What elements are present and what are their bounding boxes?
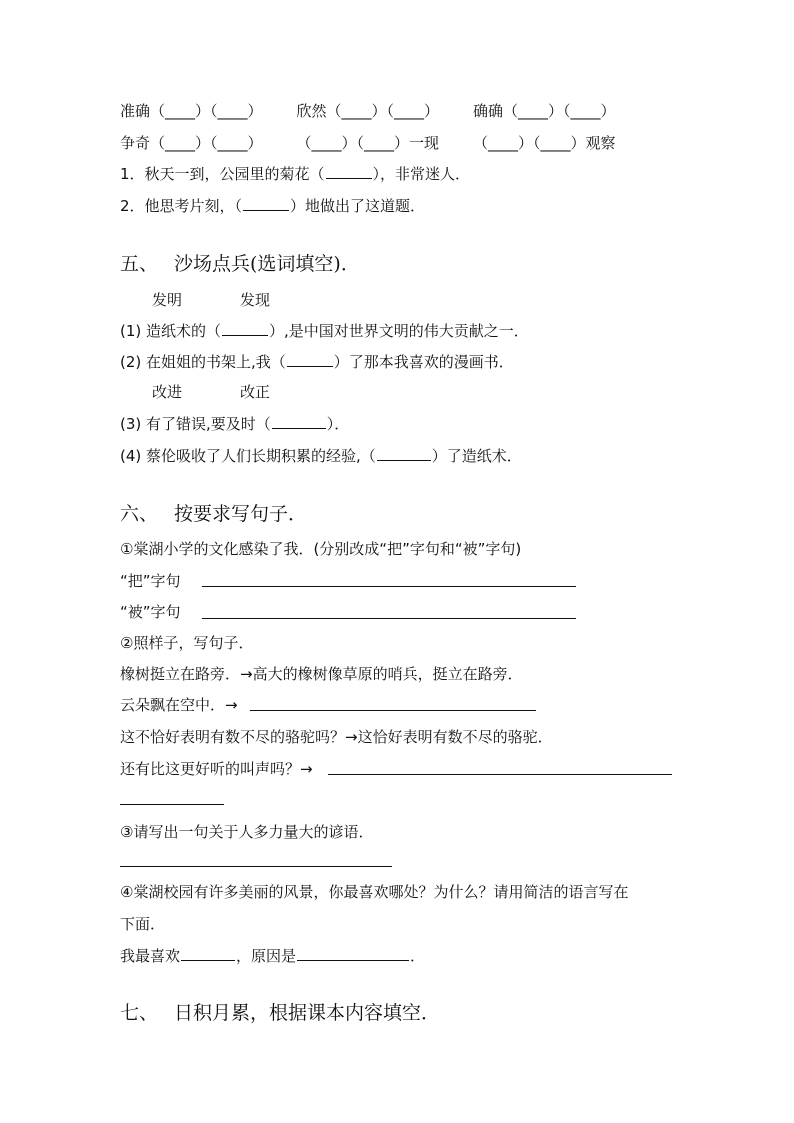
idiom-question-2: [120, 196, 425, 216]
ba-sentence-answer-line[interactable]: [202, 586, 576, 587]
example-sentence-2: 这不恰好表明有数不尽的骆驼吗？→这恰好表明有数不尽的骆驼．: [120, 728, 553, 746]
question-text: (2) 在姐姐的书架上,我（: [120, 353, 286, 371]
question-text: ）了造纸术．: [431, 447, 522, 465]
section-5-question-3: [120, 414, 349, 434]
task-2-answer-line-continued[interactable]: [120, 804, 224, 805]
word-choice: 改正: [240, 383, 271, 401]
section-title: 日积月累，根据课本内容填空．: [174, 1002, 441, 1024]
idiom-item[interactable]: （____）（____）观察: [473, 134, 616, 152]
word-choices-1: [152, 290, 328, 310]
word-choices-2: [152, 382, 328, 402]
word-choice: 发明: [152, 291, 183, 309]
idiom-item[interactable]: 欣然（____）（____）: [296, 102, 440, 120]
answer-blank[interactable]: [287, 352, 333, 367]
idiom-row-2: [120, 133, 616, 153]
question-text: 1．秋天一到，公园里的菊花（: [120, 165, 325, 183]
question-text: ）,是中国对世界文明的伟大贡献之一．: [269, 322, 529, 340]
section-6-item-4-line-1: ④棠湖校园有许多美丽的风景，你最喜欢哪处？为什么？请用简洁的语言写在: [120, 883, 629, 901]
answer-blank[interactable]: [297, 946, 409, 961]
word-choice: 发现: [240, 291, 271, 309]
section-6-item-4-line-2: 下面．: [120, 915, 166, 933]
example-sentence-1: 橡树挺立在路旁．→高大的橡树像草原的哨兵，挺立在路旁．: [120, 665, 523, 683]
answer-blank[interactable]: [222, 321, 268, 336]
answer-blank[interactable]: [326, 164, 372, 179]
idiom-item[interactable]: 争奇（____）（____）: [120, 134, 263, 152]
answer-blank[interactable]: [181, 946, 235, 961]
section-title: 按要求写句子．: [174, 503, 308, 525]
question-text: ，原因是: [236, 947, 297, 965]
section-5-question-1: [120, 321, 529, 341]
section-6-item-3: ③请写出一句关于人多力量大的谚语．: [120, 823, 374, 841]
idiom-question-1: [120, 164, 470, 184]
answer-blank[interactable]: [377, 446, 431, 461]
section-7-heading: [120, 1001, 440, 1025]
question-text: ）了那本我喜欢的漫画书．: [333, 353, 514, 371]
section-5-question-2: [120, 352, 514, 372]
question-text: 2．他思考片刻，（: [120, 197, 243, 215]
task-sentence-2: 还有比这更好听的叫声吗？→: [120, 760, 313, 778]
proverb-answer-line[interactable]: [120, 866, 392, 867]
task-sentence-1: 云朵飘在空中．→: [120, 696, 238, 714]
idiom-item[interactable]: 确确（____）（____）: [473, 102, 616, 120]
idiom-item[interactable]: 准确（____）（____）: [120, 102, 263, 120]
task-1-answer-line[interactable]: [250, 710, 536, 711]
favorite-place-sentence: [120, 946, 425, 966]
section-5-heading: [120, 252, 360, 276]
section-6-item-1: ①棠湖小学的文化感染了我．(分别改成“把”字句和“被”字句): [120, 540, 522, 558]
question-text: ），非常迷人．: [372, 165, 471, 183]
question-text: 我最喜欢: [120, 947, 181, 965]
idiom-row-1: [120, 101, 616, 121]
question-text: (3) 有了错误,要及时（: [120, 415, 271, 433]
question-text: ）．: [326, 415, 350, 433]
task-2-answer-line[interactable]: [328, 774, 672, 775]
bei-sentence-answer-line[interactable]: [202, 618, 576, 619]
word-choice: 改进: [152, 383, 183, 401]
ba-sentence-label: “把”字句: [120, 572, 181, 590]
section-number: 五、: [120, 253, 159, 275]
section-number: 七、: [120, 1002, 159, 1024]
section-number: 六、: [120, 503, 159, 525]
section-5-question-4: [120, 446, 522, 466]
bei-sentence-label: “被”字句: [120, 603, 181, 621]
question-text: ．: [410, 947, 426, 965]
answer-blank[interactable]: [272, 414, 326, 429]
section-6-heading: [120, 502, 307, 526]
section-6-item-2: ②照样子，写句子．: [120, 634, 254, 652]
idiom-item[interactable]: （____）（____）一现: [296, 134, 440, 152]
question-text: (4) 蔡伦吸收了人们长期积累的经验,（: [120, 447, 376, 465]
question-text: ）地做出了这道题．: [290, 197, 426, 215]
answer-blank[interactable]: [243, 196, 289, 211]
section-title: 沙场点兵(选词填空)．: [174, 253, 360, 275]
question-text: (1) 造纸术的（: [120, 322, 222, 340]
